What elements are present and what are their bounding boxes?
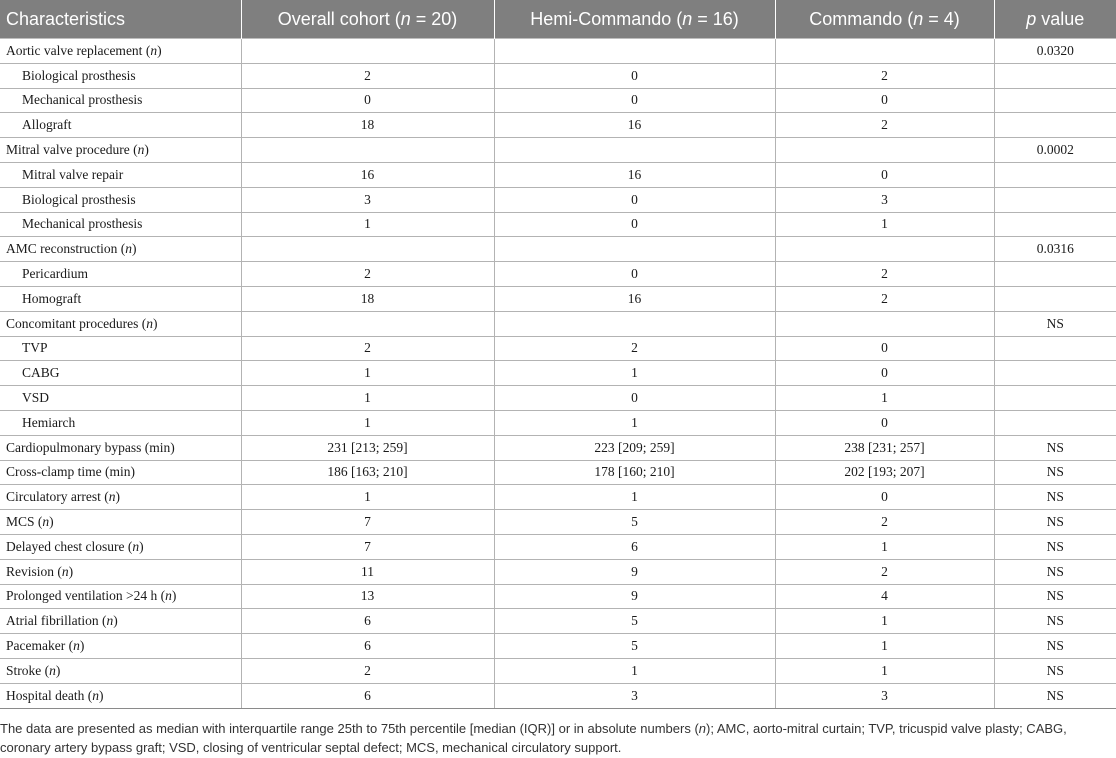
- cell-overall: [241, 237, 494, 262]
- cell-p-value: 0.0316: [994, 237, 1116, 262]
- cell-overall: 7: [241, 510, 494, 535]
- cell-overall: 2: [241, 63, 494, 88]
- cell-overall: 3: [241, 187, 494, 212]
- table-row: [0, 534, 1116, 559]
- row-label: [0, 113, 241, 138]
- row-label-text: Pericardium: [22, 266, 88, 282]
- cell-overall: 186 [163; 210]: [241, 460, 494, 485]
- table-row: [0, 386, 1116, 411]
- row-label: AMC reconstruction (n): [0, 237, 241, 262]
- cell-p-value: [994, 63, 1116, 88]
- row-label-text: Biological prosthesis: [22, 191, 136, 207]
- cell-hemi-commando: 223 [209; 259]: [494, 435, 775, 460]
- cell-hemi-commando: 0: [494, 262, 775, 287]
- row-label: Mitral valve procedure (n): [0, 138, 241, 163]
- cell-p-value: NS: [994, 435, 1116, 460]
- cell-hemi-commando: 178 [160; 210]: [494, 460, 775, 485]
- cell-p-value: NS: [994, 634, 1116, 659]
- cell-hemi-commando: [494, 237, 775, 262]
- table-row: [0, 162, 1116, 187]
- cell-overall: 1: [241, 386, 494, 411]
- row-label: MCS (n): [0, 510, 241, 535]
- cell-p-value: NS: [994, 683, 1116, 708]
- table-row: [0, 510, 1116, 535]
- column-header-hemi-commando: [494, 0, 775, 39]
- cell-overall: 1: [241, 212, 494, 237]
- table-header-row: [0, 0, 1116, 39]
- cell-commando: 4: [775, 584, 994, 609]
- row-label-text: TVP: [22, 340, 48, 356]
- cell-commando: 3: [775, 683, 994, 708]
- table-row: [0, 658, 1116, 683]
- cell-hemi-commando: 16: [494, 113, 775, 138]
- cell-commando: 1: [775, 658, 994, 683]
- table-row: [0, 63, 1116, 88]
- cell-overall: 6: [241, 683, 494, 708]
- table-row: [0, 361, 1116, 386]
- footnote-text-1: The data are presented as median with interquartile range 25th to 75th percentile [median (IQR)] or in absolute numbers (: [0, 721, 699, 736]
- header-text: Hemi-Commando (: [530, 8, 683, 29]
- cell-commando: 238 [231; 257]: [775, 435, 994, 460]
- row-label-unit: n: [146, 315, 153, 331]
- cell-p-value: NS: [994, 510, 1116, 535]
- cell-p-value: [994, 212, 1116, 237]
- cell-commando: 2: [775, 510, 994, 535]
- cell-p-value: 0.0320: [994, 39, 1116, 64]
- cell-commando: 2: [775, 63, 994, 88]
- row-label-unit: n: [61, 563, 69, 579]
- cell-p-value: [994, 88, 1116, 113]
- row-label-text: Mechanical prosthesis: [22, 92, 143, 108]
- row-label: [0, 262, 241, 287]
- table-row: [0, 39, 1116, 64]
- row-label-text: Biological prosthesis: [22, 67, 136, 83]
- cell-commando: 1: [775, 534, 994, 559]
- cell-p-value: NS: [994, 485, 1116, 510]
- row-label-text: CABG: [22, 365, 60, 381]
- cell-commando: 1: [775, 212, 994, 237]
- cell-overall: 7: [241, 534, 494, 559]
- cell-hemi-commando: 1: [494, 485, 775, 510]
- row-label: [0, 187, 241, 212]
- table-row: [0, 485, 1116, 510]
- row-label: Concomitant procedures (n): [0, 311, 241, 336]
- cell-hemi-commando: [494, 311, 775, 336]
- row-label-unit: n: [132, 538, 140, 554]
- row-label-text: Prolonged ventilation >24 h: [6, 588, 158, 604]
- cell-commando: 1: [775, 634, 994, 659]
- cell-overall: 2: [241, 262, 494, 287]
- cell-hemi-commando: 0: [494, 88, 775, 113]
- cell-commando: 2: [775, 262, 994, 287]
- row-label-text: AMC reconstruction: [6, 241, 118, 257]
- cell-hemi-commando: 0: [494, 63, 775, 88]
- row-label: Prolonged ventilation >24 h (n): [0, 584, 241, 609]
- cell-commando: 202 [193; 207]: [775, 460, 994, 485]
- header-text: Commando (: [809, 8, 914, 29]
- cell-overall: 231 [213; 259]: [241, 435, 494, 460]
- table-row: [0, 212, 1116, 237]
- row-label: [0, 336, 241, 361]
- cell-commando: 0: [775, 485, 994, 510]
- cell-hemi-commando: 9: [494, 584, 775, 609]
- cell-p-value: NS: [994, 584, 1116, 609]
- header-text-suffix: = 20): [410, 8, 458, 29]
- column-header-characteristics: [0, 0, 241, 39]
- table-row: [0, 683, 1116, 708]
- cell-p-value: NS: [994, 534, 1116, 559]
- row-label-text: Pacemaker: [6, 638, 66, 654]
- cell-overall: 2: [241, 658, 494, 683]
- cell-overall: 18: [241, 286, 494, 311]
- header-text: Characteristics: [6, 8, 126, 29]
- cell-p-value: NS: [994, 460, 1116, 485]
- cell-hemi-commando: 0: [494, 386, 775, 411]
- table-row: [0, 88, 1116, 113]
- header-text-suffix: value: [1036, 8, 1085, 29]
- table-row: [0, 460, 1116, 485]
- cell-overall: 18: [241, 113, 494, 138]
- table-row: [0, 311, 1116, 336]
- row-label: Hospital death (n): [0, 683, 241, 708]
- cell-hemi-commando: 2: [494, 336, 775, 361]
- cell-overall: [241, 39, 494, 64]
- row-label: [0, 386, 241, 411]
- header-text: Overall cohort (: [277, 8, 401, 29]
- cell-overall: 1: [241, 410, 494, 435]
- table-row: [0, 138, 1116, 163]
- cell-hemi-commando: [494, 39, 775, 64]
- row-label-text: VSD: [22, 390, 50, 406]
- row-label-unit: n: [108, 489, 116, 505]
- cell-commando: 1: [775, 609, 994, 634]
- table-row: [0, 187, 1116, 212]
- row-label: [0, 286, 241, 311]
- cell-p-value: [994, 286, 1116, 311]
- cell-hemi-commando: 1: [494, 658, 775, 683]
- row-label: [0, 410, 241, 435]
- cell-overall: 11: [241, 559, 494, 584]
- cell-hemi-commando: 1: [494, 410, 775, 435]
- row-label-unit: n: [106, 613, 114, 629]
- cell-commando: [775, 39, 994, 64]
- cell-hemi-commando: 6: [494, 534, 775, 559]
- cell-hemi-commando: 5: [494, 510, 775, 535]
- header-text-suffix: = 4): [923, 8, 960, 29]
- cell-p-value: [994, 162, 1116, 187]
- column-header-commando: [775, 0, 994, 39]
- table-row: [0, 262, 1116, 287]
- cell-commando: [775, 311, 994, 336]
- table-row: [0, 559, 1116, 584]
- row-label: [0, 361, 241, 386]
- row-label-text: Mitral valve procedure: [6, 142, 130, 158]
- header-italic: n: [913, 8, 924, 29]
- cell-p-value: [994, 386, 1116, 411]
- row-label-text: Hospital death: [6, 687, 85, 703]
- table-row: [0, 286, 1116, 311]
- cell-p-value: NS: [994, 658, 1116, 683]
- cell-p-value: NS: [994, 609, 1116, 634]
- cell-commando: 3: [775, 187, 994, 212]
- cell-hemi-commando: 16: [494, 286, 775, 311]
- cell-hemi-commando: 1: [494, 361, 775, 386]
- cell-hemi-commando: 5: [494, 634, 775, 659]
- row-label: Circulatory arrest (n): [0, 485, 241, 510]
- row-label: Stroke (n): [0, 658, 241, 683]
- column-header-p-value: [994, 0, 1116, 39]
- cell-p-value: [994, 262, 1116, 287]
- cell-overall: 0: [241, 88, 494, 113]
- cell-p-value: [994, 113, 1116, 138]
- row-label: [0, 162, 241, 187]
- cell-overall: 2: [241, 336, 494, 361]
- cell-p-value: NS: [994, 311, 1116, 336]
- cell-commando: 0: [775, 361, 994, 386]
- row-label-unit: n: [137, 142, 145, 158]
- cell-commando: 2: [775, 286, 994, 311]
- cell-hemi-commando: 0: [494, 212, 775, 237]
- row-label-text: Mechanical prosthesis: [22, 216, 143, 232]
- table-row: [0, 584, 1116, 609]
- row-label-text: MCS: [6, 514, 35, 530]
- cell-p-value: NS: [994, 559, 1116, 584]
- row-label-text: Allograft: [22, 117, 72, 133]
- row-label-unit: n: [49, 662, 56, 678]
- cell-overall: 6: [241, 634, 494, 659]
- cell-commando: 2: [775, 113, 994, 138]
- table-row: [0, 634, 1116, 659]
- cell-commando: [775, 138, 994, 163]
- table-row: [0, 336, 1116, 361]
- row-label-text: Delayed chest closure: [6, 538, 125, 554]
- cell-commando: [775, 237, 994, 262]
- cell-commando: 0: [775, 162, 994, 187]
- row-label: [0, 63, 241, 88]
- cell-overall: 1: [241, 361, 494, 386]
- cell-p-value: [994, 187, 1116, 212]
- row-label: Revision (n): [0, 559, 241, 584]
- cell-overall: 13: [241, 584, 494, 609]
- row-label: Delayed chest closure (n): [0, 534, 241, 559]
- cell-hemi-commando: 5: [494, 609, 775, 634]
- row-label: [0, 460, 241, 485]
- row-label-unit: n: [92, 687, 99, 703]
- cell-p-value: [994, 336, 1116, 361]
- row-label: Aortic valve replacement (n): [0, 39, 241, 64]
- table-row: [0, 410, 1116, 435]
- cell-commando: 2: [775, 559, 994, 584]
- row-label: [0, 212, 241, 237]
- header-italic: n: [400, 8, 411, 29]
- table-row: [0, 237, 1116, 262]
- cell-hemi-commando: 16: [494, 162, 775, 187]
- row-label-text: Concomitant procedures: [6, 315, 139, 331]
- cell-hemi-commando: 3: [494, 683, 775, 708]
- row-label-text: Cardiopulmonary bypass (min): [6, 439, 175, 455]
- cell-hemi-commando: [494, 138, 775, 163]
- row-label: Atrial fibrillation (n): [0, 609, 241, 634]
- cell-commando: 0: [775, 336, 994, 361]
- row-label-unit: n: [125, 241, 132, 257]
- cell-overall: 16: [241, 162, 494, 187]
- cell-p-value: [994, 410, 1116, 435]
- cell-commando: 0: [775, 410, 994, 435]
- footnote-text-2: ); AMC, aorto-mitral curtain; TVP, tricuspid valve plasty; CABG, coronary artery bypass graft; VSD, closing of ventricular septal defect; MCS, mechanical circulatory support.: [0, 721, 1067, 755]
- cell-overall: [241, 311, 494, 336]
- cell-hemi-commando: 9: [494, 559, 775, 584]
- cell-commando: 0: [775, 88, 994, 113]
- cell-p-value: 0.0002: [994, 138, 1116, 163]
- row-label: Pacemaker (n): [0, 634, 241, 659]
- row-label-unit: n: [165, 588, 172, 604]
- row-label-text: Stroke: [6, 662, 42, 678]
- row-label-text: Homograft: [22, 290, 82, 306]
- row-label-text: Hemiarch: [22, 414, 76, 430]
- row-label-unit: n: [150, 42, 158, 58]
- row-label-unit: n: [73, 638, 80, 654]
- row-label: [0, 435, 241, 460]
- footnote-n: n: [698, 721, 707, 736]
- row-label: [0, 88, 241, 113]
- cell-overall: 6: [241, 609, 494, 634]
- table-footnote: [0, 719, 1112, 757]
- table-row: [0, 609, 1116, 634]
- cell-overall: [241, 138, 494, 163]
- row-label-text: Mitral valve repair: [22, 166, 124, 182]
- row-label-text: Aortic valve replacement: [6, 42, 143, 58]
- cell-p-value: [994, 361, 1116, 386]
- column-header-overall: [241, 0, 494, 39]
- cell-overall: 1: [241, 485, 494, 510]
- cell-commando: 1: [775, 386, 994, 411]
- row-label-text: Revision: [6, 563, 55, 579]
- row-label-text: Circulatory arrest: [6, 489, 101, 505]
- header-italic: n: [682, 8, 693, 29]
- row-label-text: Cross-clamp time (min): [6, 464, 135, 480]
- row-label-text: Atrial fibrillation: [6, 613, 99, 629]
- table-row: [0, 113, 1116, 138]
- cell-hemi-commando: 0: [494, 187, 775, 212]
- table-row: [0, 435, 1116, 460]
- row-label-unit: n: [42, 514, 50, 530]
- header-italic: p: [1026, 8, 1037, 29]
- header-text-suffix: = 16): [692, 8, 739, 29]
